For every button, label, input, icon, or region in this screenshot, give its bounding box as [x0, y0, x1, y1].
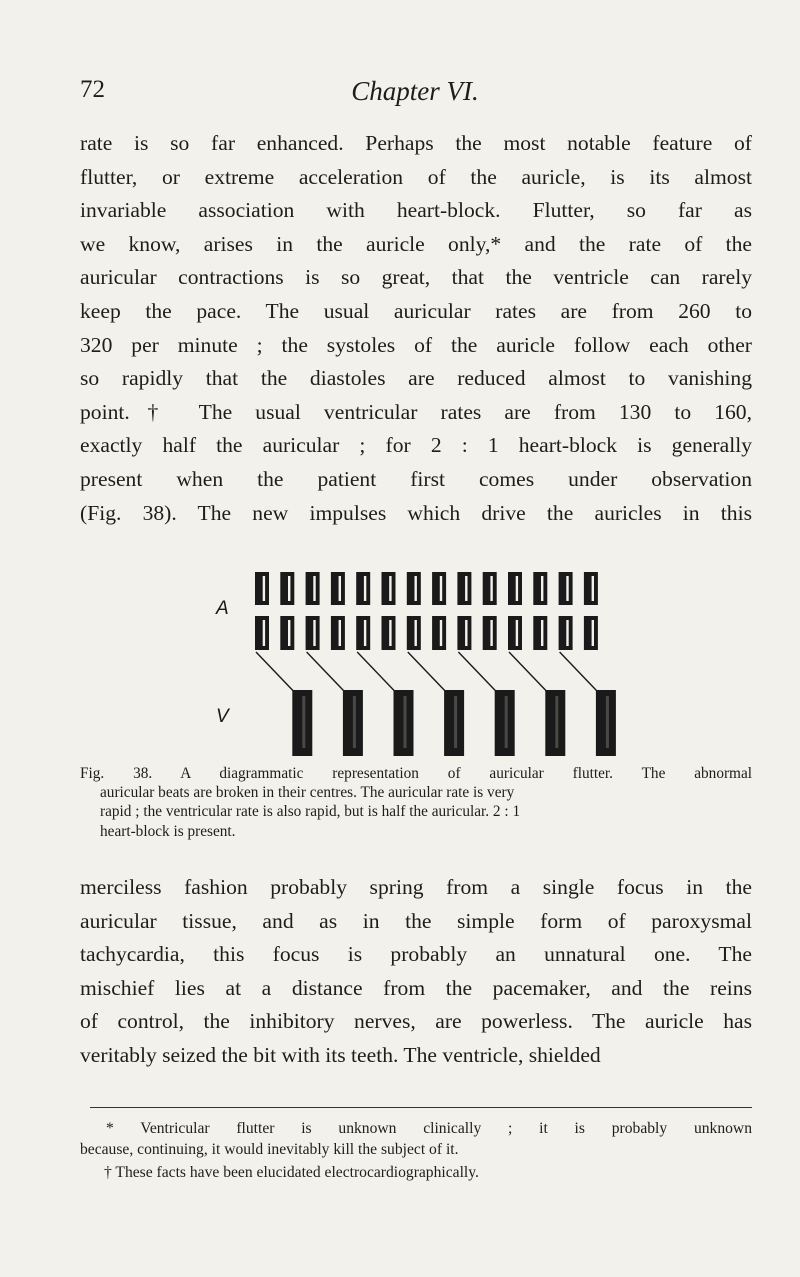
auricular-beat-break [415, 620, 417, 646]
caption-line: auricular beats are broken in their centres. The auricular rate is very [100, 784, 515, 802]
ventricular-beats-row [256, 652, 616, 756]
auricular-beat-upper [559, 572, 573, 605]
text-line: flutter, or extreme acceleration of the auricle, is its almost [80, 164, 752, 189]
auricular-beats-row [255, 572, 598, 650]
ventricular-beat-shade [555, 696, 558, 748]
auricular-beat-lower [382, 616, 396, 650]
auricular-beat-break [440, 576, 442, 601]
ventricular-beat-shade [302, 696, 305, 748]
text-line: 320 per minute ; the systoles of the auricle follow each other [80, 332, 752, 357]
footnotes [80, 1118, 752, 1183]
footnote-rule [90, 1107, 752, 1108]
auricular-beat-break [389, 620, 391, 646]
text-line: merciless fashion probably spring from a single focus in the [80, 875, 752, 899]
auricular-beat-lower [432, 616, 446, 650]
auricular-beat-break [415, 576, 417, 601]
auricular-beat-upper [255, 572, 269, 605]
auricular-beat-break [263, 620, 265, 646]
text-line: exactly half the auricular ; for 2 : 1 heart-block is generally [80, 433, 752, 458]
auricular-beat-lower [306, 616, 320, 650]
auricular-beat-break [313, 620, 315, 646]
footnote-2: † These facts have been elucidated electrocardiographically. [104, 1164, 479, 1181]
figure-caption [80, 764, 752, 841]
conduction-line [256, 652, 294, 692]
ventricular-beat [292, 690, 312, 756]
text-line: keep the pace. The usual auricular rates are from 260 to [80, 298, 752, 323]
auricular-beat-lower [255, 616, 269, 650]
label-a: A [216, 598, 229, 619]
footnote-1-line: * Ventricular flutter is unknown clinically ; it is probably unknown [106, 1120, 752, 1137]
auricular-beat-break [465, 576, 467, 601]
text-line: invariable association with heart-block. Flutter, so far as [80, 198, 752, 223]
ventricular-beat-shade [353, 696, 356, 748]
ventricular-beat-shade [454, 696, 457, 748]
conduction-line [307, 652, 345, 692]
text-line: rate is so far enhanced. Perhaps the most notable feature of [80, 131, 752, 155]
auricular-beat-break [389, 576, 391, 601]
figure-38-flutter-diagram [190, 562, 630, 762]
auricular-beat-upper [483, 572, 497, 605]
auricular-beat-lower [559, 616, 573, 650]
text-line: of control, the inhibitory nerves, are powerless. The auricle has [80, 1009, 752, 1034]
caption-line: rapid ; the ventricular rate is also rapid, but is half the auricular. 2 : 1 [100, 803, 521, 821]
auricular-beat-break [592, 620, 594, 646]
auricular-beat-lower [584, 616, 598, 650]
auricular-beat-break [516, 620, 518, 646]
flutter-diagram-svg [190, 562, 630, 762]
text-line: veritably seized the bit with its teeth. The ventricle, shielded [80, 1042, 601, 1067]
conduction-line [357, 652, 395, 692]
conduction-line [509, 652, 547, 692]
auricular-beat-upper [508, 572, 522, 605]
text-line: so rapidly that the diastoles are reduced almost to vanishing [80, 366, 752, 391]
text-line: we know, arises in the auricle only,* and the rate of the [80, 231, 752, 256]
auricular-beat-break [364, 576, 366, 601]
text-line: auricular contractions is so great, that the ventricle can rarely [80, 265, 752, 290]
text-line: point.† The usual ventricular rates are from 130 to 160, [80, 399, 752, 424]
auricular-beat-break [566, 576, 568, 601]
auricular-beat-lower [508, 616, 522, 650]
running-head: Chapter VI. [351, 76, 479, 106]
auricular-beat-upper [382, 572, 396, 605]
body-paragraph-2 [80, 871, 752, 1073]
ventricular-beat-shade [404, 696, 407, 748]
auricular-beat-break [566, 620, 568, 646]
text-line: present when the patient first comes under observation [80, 466, 752, 491]
ventricular-beat-shade [606, 696, 609, 748]
auricular-beat-break [263, 576, 265, 601]
auricular-beat-break [288, 576, 290, 601]
auricular-beat-break [339, 576, 341, 601]
text-line: mischief lies at a distance from the pacemaker, and the reins [80, 975, 752, 1000]
auricular-beat-break [364, 620, 366, 646]
caption-line: heart-block is present. [100, 822, 236, 840]
auricular-beat-lower [407, 616, 421, 650]
auricular-beat-upper [280, 572, 294, 605]
auricular-beat-lower [457, 616, 471, 650]
conduction-line [560, 652, 598, 692]
auricular-beat-lower [356, 616, 370, 650]
caption-line: Fig. 38. A diagrammatic representation of auricular flutter. The abnormal [80, 765, 752, 782]
auricular-beat-break [465, 620, 467, 646]
auricular-beat-break [541, 620, 543, 646]
auricular-beat-upper [533, 572, 547, 605]
auricular-beat-upper [407, 572, 421, 605]
conduction-line [458, 652, 496, 692]
auricular-beat-break [592, 576, 594, 601]
auricular-beat-upper [331, 572, 345, 605]
auricular-beat-break [541, 576, 543, 601]
auricular-beat-break [516, 576, 518, 601]
auricular-beat-upper [457, 572, 471, 605]
footnote-1-line: because, continuing, it would inevitably kill the subject of it. [80, 1141, 459, 1158]
text-line: tachycardia, this focus is probably an unnatural one. The [80, 942, 752, 967]
auricular-beat-break [339, 620, 341, 646]
auricular-beat-break [313, 576, 315, 601]
auricular-beat-upper [306, 572, 320, 605]
auricular-beat-upper [584, 572, 598, 605]
conduction-line [408, 652, 446, 692]
text-line: (Fig. 38). The new impulses which drive the auricles in this [80, 500, 752, 525]
auricular-beat-upper [356, 572, 370, 605]
auricular-beat-break [440, 620, 442, 646]
auricular-beat-break [490, 620, 492, 646]
auricular-beat-lower [483, 616, 497, 650]
page-header [80, 76, 750, 112]
auricular-beat-lower [280, 616, 294, 650]
auricular-beat-lower [331, 616, 345, 650]
auricular-beat-upper [432, 572, 446, 605]
auricular-beat-break [288, 620, 290, 646]
page-number: 72 [80, 76, 105, 103]
body-paragraph-1 [80, 127, 752, 530]
text-line: auricular tissue, and as in the simple form of paroxysmal [80, 908, 752, 933]
auricular-beat-break [490, 576, 492, 601]
ventricular-beat-shade [505, 696, 508, 748]
label-v: V [216, 706, 229, 727]
auricular-beat-lower [533, 616, 547, 650]
